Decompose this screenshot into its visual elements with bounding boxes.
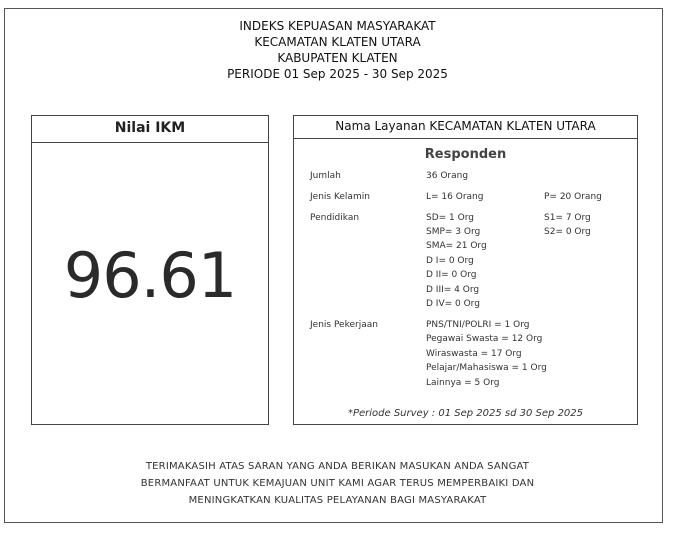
education-item: SD= 1 Org bbox=[426, 213, 474, 223]
footer-line: BERMANFAAT UNTUK KEMAJUAN UNIT KAMI AGAR TERUS MEMPERBAIKI DAN bbox=[140, 478, 535, 489]
header-title: INDEKS KEPUASAN MASYARAKAT bbox=[239, 19, 436, 33]
education-item: SMP= 3 Org bbox=[426, 227, 481, 237]
survey-period: *Periode Survey : 01 Sep 2025 sd 30 Sep 2025 bbox=[347, 408, 584, 419]
jumlah-label: Jumlah bbox=[310, 171, 341, 181]
ikm-value: 96.61 bbox=[63, 239, 237, 312]
education-item: S2= 0 Org bbox=[544, 227, 591, 237]
education-label: Pendidikan bbox=[310, 213, 360, 223]
ikm-title: Nilai IKM bbox=[32, 116, 268, 143]
responden-heading: Responden bbox=[424, 147, 507, 162]
ikm-panel bbox=[31, 115, 269, 425]
education-item: D IV= 0 Org bbox=[426, 299, 480, 309]
header-period: PERIODE 01 Sep 2025 - 30 Sep 2025 bbox=[227, 67, 448, 81]
education-item: SMA= 21 Org bbox=[426, 241, 487, 251]
gender-p-value: P= 20 Orang bbox=[544, 192, 602, 202]
jumlah-value: 36 Orang bbox=[426, 171, 469, 181]
education-item: S1= 7 Org bbox=[544, 213, 591, 223]
footer-line: TERIMAKASIH ATAS SARAN YANG ANDA BERIKAN MASUKAN ANDA SANGAT bbox=[145, 461, 530, 472]
header-district: KECAMATAN KLATEN UTARA bbox=[254, 35, 421, 49]
gender-label: Jenis Kelamin bbox=[310, 192, 370, 202]
thank-you-message bbox=[0, 458, 675, 509]
job-item: Pelajar/Mahasiswa = 1 Org bbox=[426, 363, 547, 373]
report-header bbox=[0, 18, 675, 82]
job-item: Lainnya = 5 Org bbox=[426, 378, 500, 388]
job-item: Wiraswasta = 17 Org bbox=[426, 349, 522, 359]
education-item: D I= 0 Org bbox=[426, 256, 474, 266]
education-item: D II= 0 Org bbox=[426, 270, 477, 280]
job-item: Pegawai Swasta = 12 Org bbox=[426, 334, 543, 344]
education-item: D III= 4 Org bbox=[426, 285, 480, 295]
service-title: Nama Layanan KECAMATAN KLATEN UTARA bbox=[294, 116, 637, 139]
job-item: PNS/TNI/POLRI = 1 Org bbox=[426, 320, 530, 330]
footer-line: MENINGKATKAN KUALITAS PELAYANAN BAGI MASYARAKAT bbox=[188, 495, 487, 506]
gender-l-value: L= 16 Orang bbox=[426, 192, 484, 202]
service-panel bbox=[293, 115, 638, 425]
header-regency: KABUPATEN KLATEN bbox=[277, 51, 398, 65]
job-label: Jenis Pekerjaan bbox=[310, 320, 378, 330]
